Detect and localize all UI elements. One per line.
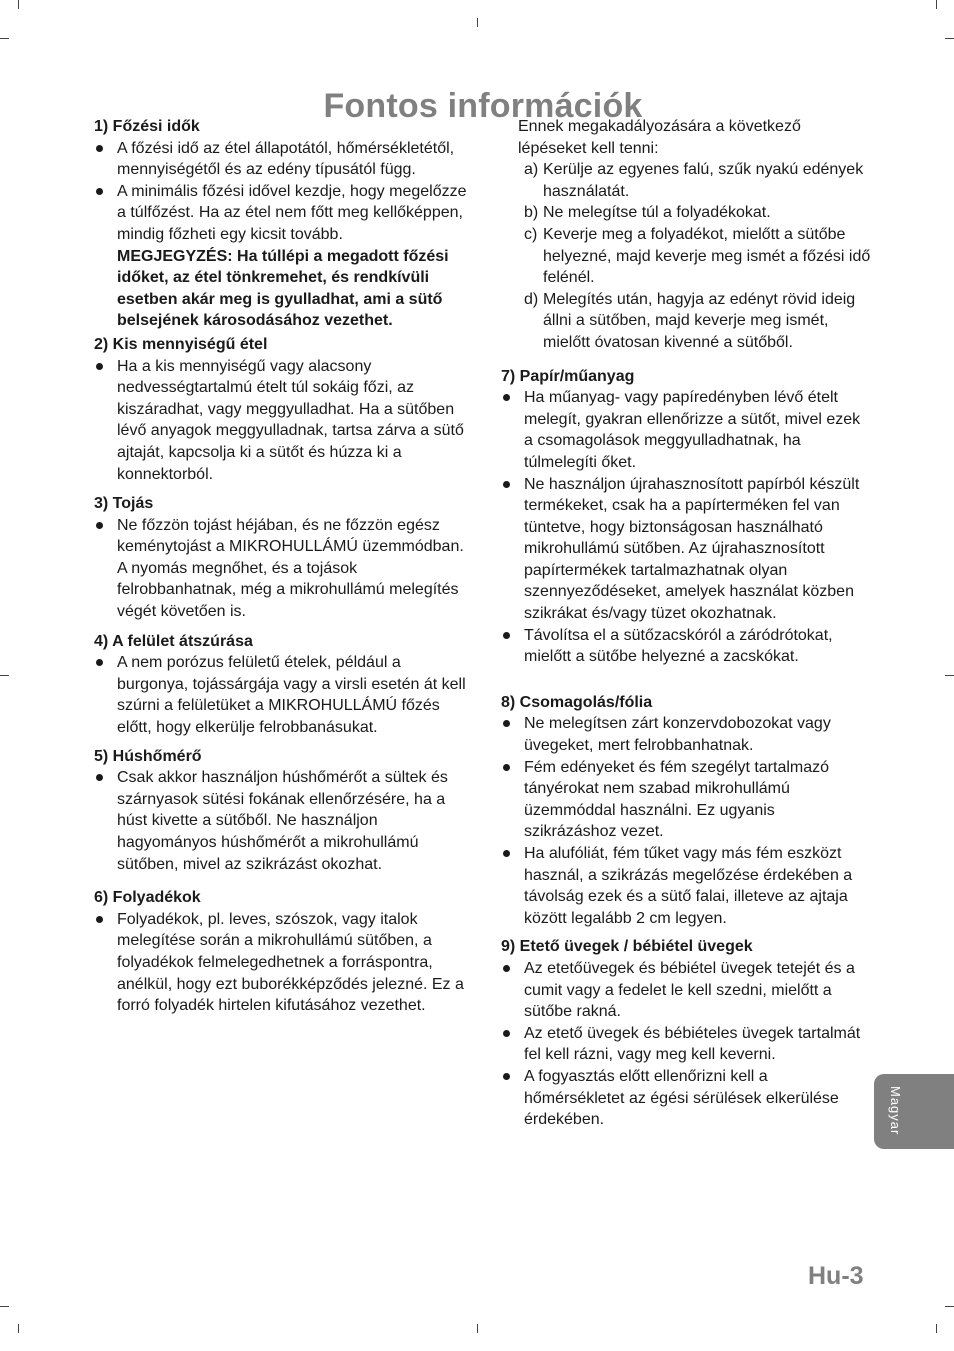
list-item: b) Ne melegítse túl a folyadékokat. <box>524 204 771 222</box>
crop-mark <box>18 0 19 9</box>
list-item: Fém edényeket és fém szegélyt tartalmazó tányérokat nem szabad mikrohullámú üzemmóddal használni. Ez ugyanis szikrázáshoz vezet. <box>501 757 871 843</box>
right-column <box>501 116 871 1133</box>
bullet-list <box>94 515 474 623</box>
section-heading: 1) Főzési idők <box>94 118 200 135</box>
crop-mark <box>0 1306 9 1307</box>
crop-mark <box>945 1306 954 1307</box>
section-heading: 7) Papír/műanyag <box>501 367 635 385</box>
language-tab <box>874 1074 954 1149</box>
steps-list <box>501 159 871 353</box>
list-item: Az etetőüvegek és bébiétel üvegek tetejét és a cumit vagy a fedelet le kell szedni, mielőtt a sütőbe rakná. <box>501 958 871 1023</box>
section-liquids <box>94 887 474 1017</box>
section-heading: 8) Csomagolás/fólia <box>501 693 653 711</box>
section-heading: 9) Etető üvegek / bébiétel üvegek <box>501 938 753 956</box>
page-number: Hu-3 <box>808 1262 864 1290</box>
list-item: A nem porózus felületű ételek, például a burgonya, tojássárgája vagy a virsli esetén át kell szúrni a felületüket a MIKROHULLÁMÚ főzés előtt, hogy elkerülje felrobbanásukat. <box>94 652 474 738</box>
list-item: A fogyasztás előtt ellenőrizni kell a hőmérsékletet az égési sérülések elkerülése érdekében. <box>501 1066 871 1131</box>
crop-mark <box>936 1324 937 1333</box>
crop-mark <box>18 1324 19 1333</box>
crop-mark <box>477 18 478 27</box>
crop-mark <box>0 675 9 676</box>
section-heading: 6) Folyadékok <box>94 889 201 907</box>
crop-mark <box>945 38 954 39</box>
section-piercing <box>94 631 474 739</box>
steps-intro: Ennek megakadályozására a következő lépéseket kell tenni: <box>518 118 801 157</box>
bullet-list <box>94 909 474 1017</box>
page-title: Fontos információk <box>323 86 643 125</box>
crop-mark <box>477 1324 478 1333</box>
section-heading: 2) Kis mennyiségű étel <box>94 335 268 353</box>
section-baby-bottles <box>501 936 871 1130</box>
list-item: Ha a kis mennyiségű vagy alacsony nedvességtartalmú ételt túl sokáig főzi, az kiszáradhat, vagy meggyulladhat. Ha a sütőben lévő anyagok meggyulladnak, tartsa zárva a sütő ajtaját, kapcsolja ki a sütőt és húzza ki a konnektorból. <box>94 356 474 486</box>
section-liquids-continued <box>501 116 871 354</box>
list-item: Távolítsa el a sütőzacskóról a záródrótokat, mielőtt a sütőbe helyezné a zacskókat. <box>501 625 871 668</box>
section-eggs <box>94 493 474 623</box>
list-item: Ne főzzön tojást héjában, és ne főzzön egész keménytojást a MIKROHULLÁMÚ üzemmódban. A nyomás megnőhet, és a tojások felrobbanhatnak, még a mikrohullámú melegítés végét követően is. <box>94 515 474 623</box>
list-item: a) Kerülje az egyenes falú, szűk nyakú edények használatát. <box>524 161 864 200</box>
section-small-quantities <box>94 334 474 485</box>
bullet-list <box>501 387 871 668</box>
bullet-list <box>94 138 474 246</box>
left-column <box>94 116 474 1019</box>
list-item: A főzési idő az étel állapotától, hőmérsékletétől, mennyiségétől és az edény típusától függ. <box>94 138 474 181</box>
section-packaging-foil <box>501 692 871 930</box>
list-item: Folyadékok, pl. leves, szószok, vagy italok melegítése során a mikrohullámú sütőben, a folyadékok felmelegedhetnek a forráspontra, anélkül, hogy ezt buborékképződés jelezné. Ez a forró folyadék hirtelen kifutásához vezethet. <box>94 909 474 1017</box>
section-heading: 5) Húshőmérő <box>94 747 202 765</box>
bullet-list <box>501 713 871 929</box>
list-item: A minimális főzési idővel kezdje, hogy megelőzze a túlfőzést. Ha az étel nem főtt meg kellőképpen, mindig főzheti egy kicsit tovább. <box>94 181 474 246</box>
warning-note: MEGJEGYZÉS: Ha túllépi a megadott főzési időket, az étel tönkremehet, és rendkívüli esetben akár meg is gyulladhat, ami a sütő belsejének károsodásához vezethet. <box>117 247 449 330</box>
bullet-list <box>94 652 474 738</box>
list-item: Ha műanyag- vagy papíredényben lévő ételt melegít, gyakran ellenőrizze a sütőt, mivel ezek a csomagolások meggyulladhatnak, ha túlmelegíti őket. <box>501 387 871 473</box>
section-heading: 4) A felület átszúrása <box>94 632 253 650</box>
list-item: Csak akkor használjon húshőmérőt a sültek és szárnyasok sütési fokának ellenőrzésére, ha a húst kivette a sütőből. Ne használjon hagyományos húshőmérőt a mikrohullámú sütőben, mivel az szikrázást okozhat. <box>94 767 474 875</box>
crop-mark <box>936 0 937 9</box>
crop-mark <box>945 675 954 676</box>
list-item: Ne használjon újrahasznosított papírból készült termékeket, csak ha a papírterméken fel van tüntetve, hogy biztonságosan használható mikrohullámú sütőben. Az újrahasznosított papírtermékek tartalmazhatnak olyan szennyeződéseket, amelyek használat közben szikrákat és/vagy tüzet okozhatnak. <box>501 474 871 625</box>
section-cooking-times <box>94 116 474 332</box>
language-tab-label: Magyar <box>888 1086 903 1136</box>
crop-mark <box>0 38 9 39</box>
list-item: Ne melegítsen zárt konzervdobozokat vagy üvegeket, mert felrobbanhatnak. <box>501 713 871 756</box>
list-item: Ha alufóliát, fém tűket vagy más fém eszközt használ, a szikrázás megelőzése érdekében a távolság ezek és a sütő falai, illeteve az ajtaja között legalább 2 cm legyen. <box>501 843 871 929</box>
section-paper-plastic <box>501 366 871 668</box>
section-heading: 3) Tojás <box>94 495 154 513</box>
bullet-list <box>94 356 474 486</box>
bullet-list <box>501 958 871 1131</box>
bullet-list <box>94 767 474 875</box>
list-item: c) Keverje meg a folyadékot, mielőtt a sütőbe helyezné, majd keverje meg ismét a főzési idő felénél. <box>524 225 871 287</box>
section-meat-thermometer <box>94 746 474 876</box>
list-item: d) Melegítés után, hagyja az edényt rövid ideig állni a sütőben, majd keverje meg ismét, mielőtt óvatosan kivenné a sütőből. <box>524 290 856 351</box>
list-item: Az etető üvegek és bébiételes üvegek tartalmát fel kell rázni, vagy meg kell keverni. <box>501 1023 871 1066</box>
